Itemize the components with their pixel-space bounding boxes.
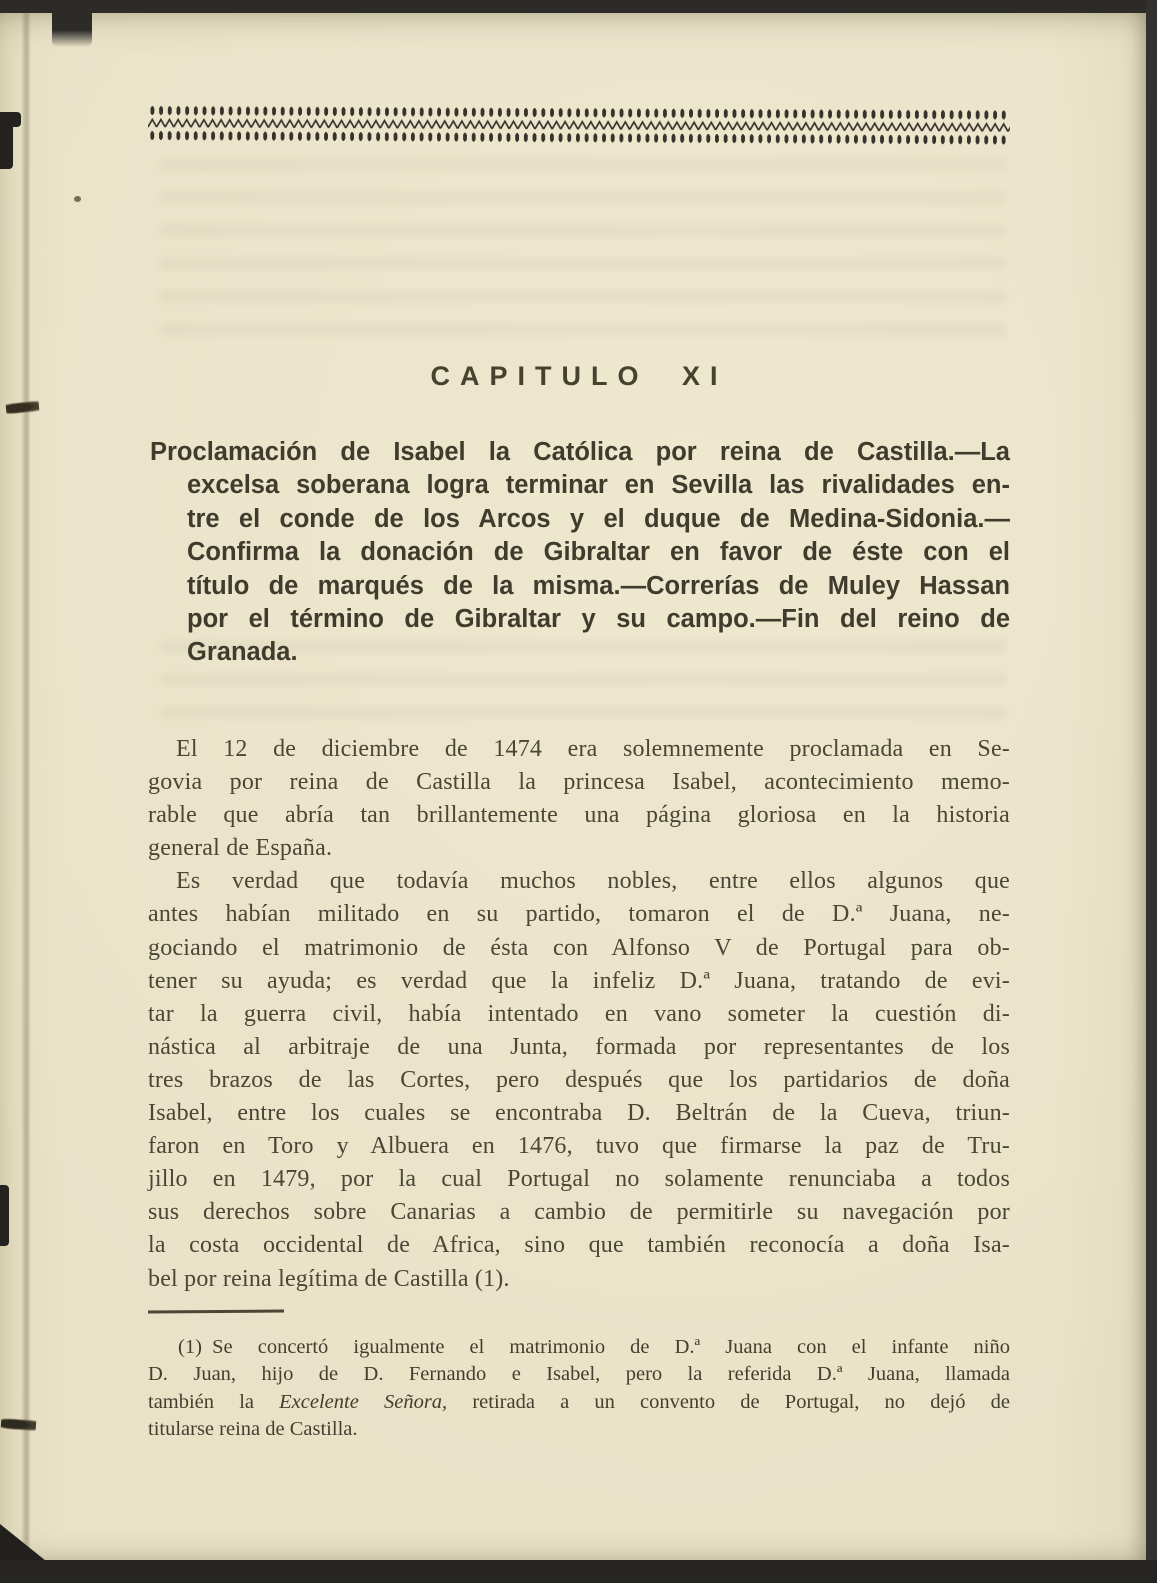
- clamp-mark: [0, 1185, 9, 1246]
- text-line: El 12 de diciembre de 1474 era solemnemente proclamada en Se-: [176, 736, 1010, 762]
- decorative-border: [148, 104, 1010, 147]
- paragraph: [148, 865, 1010, 1295]
- text-line: la costa occidental de Africa, sino que también reconocía a doña Isa-: [148, 1232, 1010, 1259]
- text-line: faron en Toro y Albuera en 1476, tuvo que firmarse la paz de Tru-: [148, 1133, 1010, 1160]
- text-line: título de marqués de la misma.—Correrías de Muley Hassan: [187, 571, 1010, 600]
- text-line: excelsa soberana logra terminar en Sevilla las rivalidades en-: [187, 471, 1010, 500]
- text-line: (1) Se concertó igualmente el matrimonio de D.ª Juana con el infante niño: [178, 1336, 1010, 1358]
- binding-crease: [21, 13, 31, 1561]
- text-line: bel por reina legítima de Castilla (1).: [148, 1265, 510, 1292]
- text-line: Confirma la donación de Gibraltar en favor de éste con el: [187, 538, 1010, 567]
- text-line: tener su ayuda; es verdad que la infeliz D.ª Juana, tratando de evi-: [148, 967, 1010, 994]
- text-line: tres brazos de las Cortes, pero después que los partidarios de doña: [148, 1066, 1010, 1093]
- text-line: govia por reina de Castilla la princesa Isabel, acontecimiento memo-: [148, 769, 1010, 796]
- scan-frame-right: [1146, 0, 1157, 1583]
- binding-stitch: [74, 196, 81, 202]
- show-through-ghost: [160, 158, 1006, 350]
- paragraph: [148, 733, 1010, 865]
- chapter-summary: [150, 436, 1010, 670]
- text-line: Isabel, entre los cuales se encontraba D. Beltrán de la Cueva, triun-: [148, 1100, 1010, 1127]
- text-line: tar la guerra civil, había intentado en vano someter la cuestión di-: [148, 1000, 1010, 1027]
- binding-stitch: [1, 1417, 37, 1432]
- text-line: sus derechos sobre Canarias a cambio de permitirle su navegación por: [148, 1199, 1010, 1226]
- text-line: D. Juan, hijo de D. Fernando e Isabel, pero la referida D.ª Juana, llamada: [148, 1363, 1010, 1386]
- scan-frame-top: [0, 0, 1157, 13]
- chapter-heading: CAPITULO XI: [430, 361, 728, 391]
- text-line: Proclamación de Isabel la Católica por reina de Castilla.—La: [150, 438, 1010, 466]
- text-line: general de España.: [148, 835, 333, 862]
- text-line: jillo en 1479, por la cual Portugal no solamente renunciaba a todos: [148, 1166, 1010, 1193]
- text-line: rable que abría tan brillantemente una página gloriosa en la historia: [148, 802, 1010, 829]
- scan-frame-notch: [52, 13, 92, 47]
- text-line: gociando el matrimonio de ésta con Alfonso V de Portugal para ob-: [148, 934, 1010, 961]
- text-line: Granada.: [187, 638, 298, 667]
- text-line: antes habían militado en su partido, tomaron el de D.ª Juana, ne-: [148, 901, 1010, 928]
- text-line: Es verdad que todavía muchos nobles, entre ellos algunos que: [176, 868, 1010, 895]
- text-line: titularse reina de Castilla.: [148, 1418, 358, 1441]
- footnote: [148, 1334, 1010, 1444]
- text-line: tre el conde de los Arcos y el duque de Medina-Sidonia.—: [187, 504, 1010, 533]
- clamp-mark: [0, 112, 21, 127]
- body-text: [148, 733, 1010, 1296]
- text-line: nástica al arbitraje de una Junta, formada por representantes de los: [148, 1033, 1010, 1060]
- text-line: por el término de Gibraltar y su campo.—Fin del reino de: [187, 605, 1010, 634]
- text-line: también la Excelente Señora, retirada a un convento de Portugal, no dejó de: [148, 1390, 1010, 1413]
- scan-frame-bottom: [0, 1560, 1157, 1583]
